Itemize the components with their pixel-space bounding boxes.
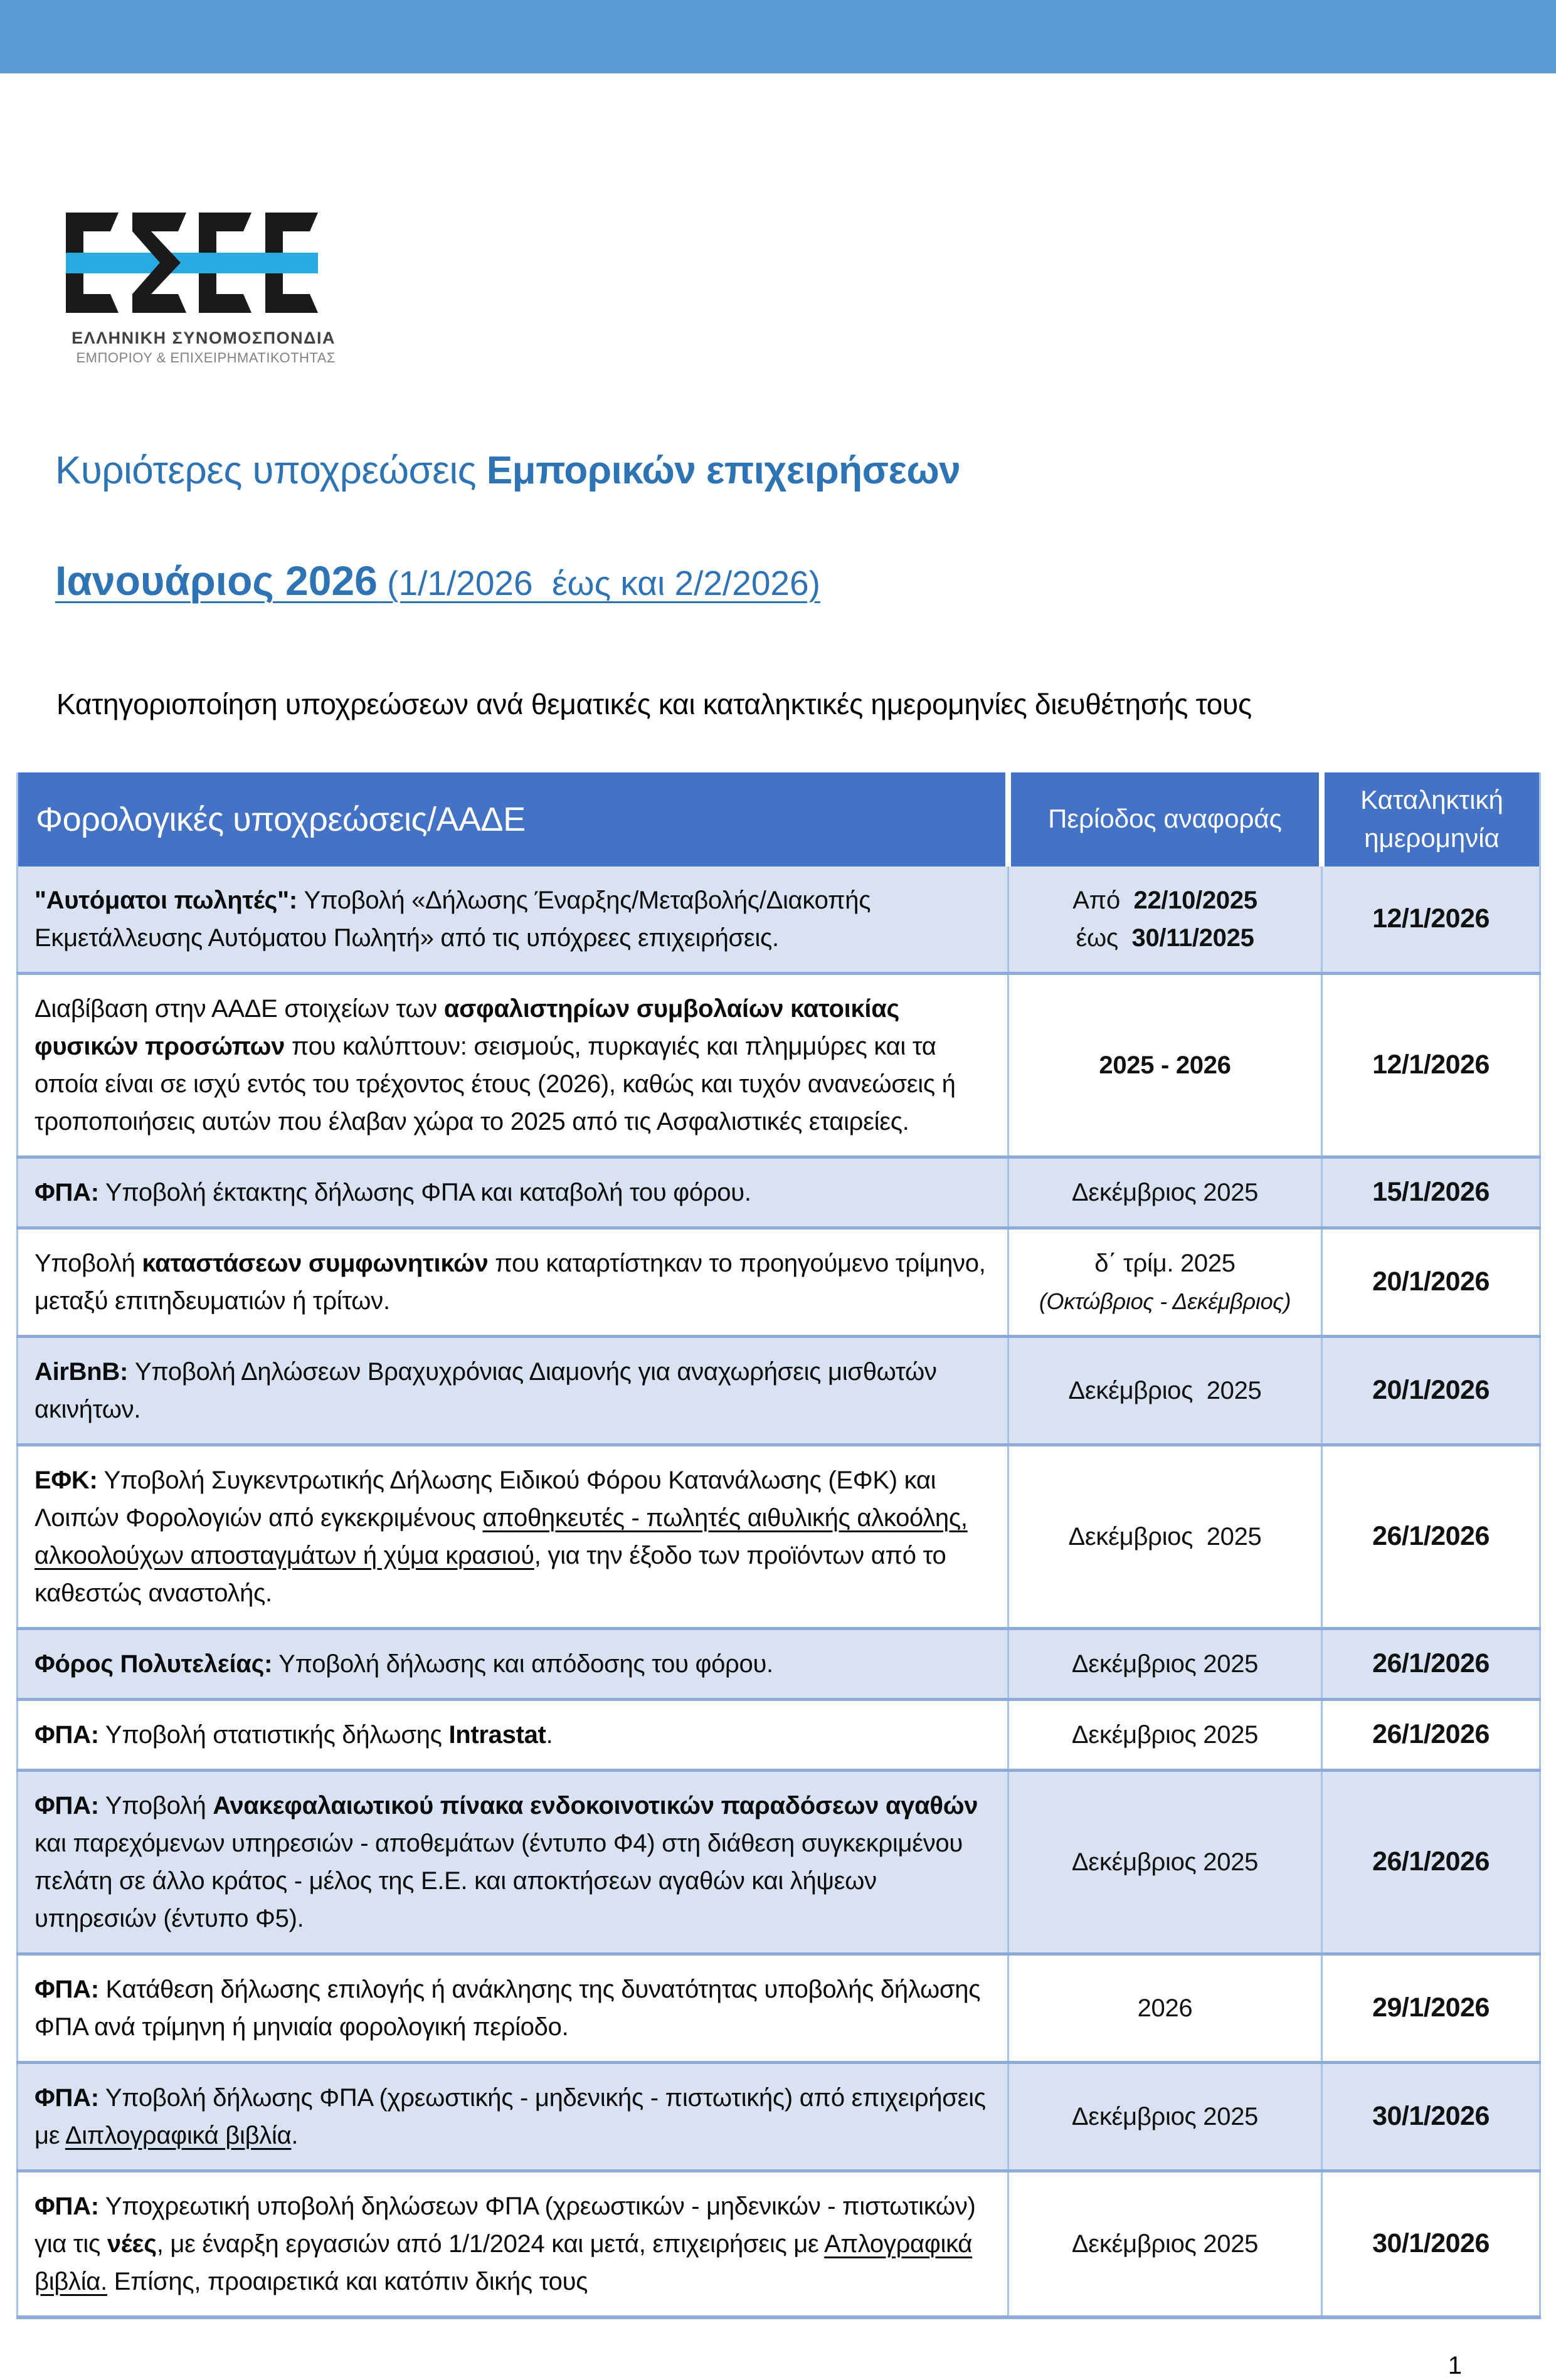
text-segment: , με έναρξη εργασιών από 1/1/2024 και μετά, επιχειρήσεις με [156,2230,825,2258]
deadline-date: 15/1/2026 [1322,1157,1540,1228]
reference-period-line [1014,1245,1316,1282]
esee-logo [66,206,336,366]
reference-period-line [1014,1282,1316,1320]
table-row [18,1157,1540,1228]
column-header-obligations: Φορολογικές υποχρεώσεις/ΑΑΔΕ [18,772,1008,866]
reference-period [1008,1628,1322,1699]
obligation-description [18,1954,1008,2062]
title-daterange-text: (1/1/2026 έως και 2/2/2026) [377,564,820,603]
text-segment: ΦΠΑ: [34,2192,99,2220]
text-segment: Δεκέμβριος 2025 [1071,2102,1259,2130]
text-segment: Υποβολή Δηλώσεων Βραχυχρόνιας Διαμονής για αναχωρήσεις μισθωτών ακινήτων. [34,1357,937,1423]
table-row [18,1628,1540,1699]
esee-logo-icon [66,206,329,322]
text-segment: Δεκέμβριος 2025 [1071,1178,1259,1206]
reference-period [1008,1445,1322,1628]
text-segment: Υποβολή στατιστικής δήλωσης [98,1720,449,1749]
title-regular-text: Κυριότερες υποχρεώσεις [55,449,487,492]
reference-period [1008,866,1322,974]
deadline-date: 12/1/2026 [1322,866,1540,974]
table-row [18,1445,1540,1628]
text-segment: αποθηκευτές - πωλητές αιθυλικής αλκοόλης, αλκοολούχων αποσταγμάτων ή χύμα κρασιού [34,1503,968,1569]
reference-period [1008,973,1322,1157]
text-segment: έως [1076,924,1132,952]
text-segment: Κατάθεση δήλωσης επιλογής ή ανάκλησης της δυνατότητας υποβολής δήλωσης ΦΠΑ ανά τρίμηνη ή μηνιαία φορολογική περίοδο. [34,1975,981,2041]
obligation-description [18,973,1008,1157]
deadline-date: 29/1/2026 [1322,1954,1540,2062]
text-segment: Διαβίβαση στην ΑΑΔΕ στοιχείων των [34,994,444,1023]
text-segment: Απλογραφικά βιβλία. [34,2230,973,2295]
deadline-date: 26/1/2026 [1322,1628,1540,1699]
text-segment: 2026 [1137,1994,1193,2022]
reference-period [1008,1770,1322,1954]
table-row [18,1770,1540,1954]
table-row [18,2062,1540,2171]
text-segment: 22/10/2025 [1133,886,1257,914]
text-segment: ασφαλιστηρίων συμβολαίων κατοικίας φυσικών προσώπων [34,994,900,1060]
deadline-date: 12/1/2026 [1322,973,1540,1157]
text-segment: Υποβολή «Δήλωσης Έναρξης/Μεταβολής/Διακοπής Εκμετάλλευσης Αυτόματου Πωλητή» από τις υπόχρεες επιχειρήσεις. [34,886,871,952]
text-segment: που καταρτίστηκαν το προηγούμενο τρίμηνο, μεταξύ επιτηδευματιών ή τρίτων. [34,1249,986,1315]
text-segment: Δεκέμβριος 2025 [1071,2230,1259,2258]
text-segment: 30/11/2025 [1131,924,1254,952]
deadline-date: 26/1/2026 [1322,1445,1540,1628]
table-row [18,973,1540,1157]
table-row [18,1336,1540,1445]
intro-text: Κατηγοριοποίηση υποχρεώσεων ανά θεματικές και καταληκτικές ημερομηνίες διευθέτησής τους [56,688,1252,720]
reference-period-line [1014,2225,1316,2263]
top-accent-bar [0,0,1556,73]
text-segment: Δεκέμβριος 2025 [1071,1650,1259,1678]
reference-period-line [1014,1989,1316,2027]
deadline-date: 30/1/2026 [1322,2171,1540,2317]
table-header-row [18,772,1540,866]
text-segment: Υποβολή [98,1791,213,1819]
reference-period [1008,2171,1322,2317]
reference-period [1008,1228,1322,1336]
column-header-deadline: Καταληκτική ημερομηνία [1322,772,1540,866]
reference-period-line [1014,1645,1316,1683]
text-segment: , για την έξοδο των προϊόντων από το καθεστώς αναστολής. [34,1541,946,1607]
reference-period-line [1014,1716,1316,1754]
deadline-date: 20/1/2026 [1322,1228,1540,1336]
text-segment: Υποβολή [34,1249,142,1277]
table-row [18,1228,1540,1336]
page-title [55,426,1556,627]
reference-period-line [1014,2098,1316,2135]
text-segment: Δεκέμβριος 2025 [1071,1720,1259,1749]
title-month-text: Ιανουάριος 2026 [55,557,378,604]
reference-period-line [1014,1372,1316,1409]
text-segment: Επίσης, προαιρετικά και κατόπιν δικής τους [107,2267,588,2295]
text-segment: Από [1072,886,1134,914]
text-segment: . [546,1720,553,1749]
text-segment: Υποβολή δήλωσης ΦΠΑ (χρεωστικής - μηδενικής - πιστωτικής) από επιχειρήσεις με [34,2083,986,2149]
page-title-line2 [55,557,1556,604]
deadline-date: 26/1/2026 [1322,1770,1540,1954]
table-row [18,866,1540,974]
text-segment: Υποχρεωτική υποβολή δηλώσεων ΦΠΑ (χρεωστικών - μηδενικών - πιστωτικών) για τις [34,2192,976,2258]
text-segment: ΦΠΑ: [34,1975,99,2003]
obligation-description [18,2171,1008,2317]
text-segment: καταστάσεων συμφωνητικών [142,1249,489,1277]
obligation-description [18,1628,1008,1699]
reference-period [1008,2062,1322,2171]
text-segment: ΦΠΑ: [34,1720,99,1749]
obligation-description [18,2062,1008,2171]
text-segment: Υποβολή Συγκεντρωτικής Δήλωσης Ειδικού Φόρου Κατανάλωσης (ΕΦΚ) και Λοιπών Φορολογιών από εγκεκριμένους [34,1466,936,1532]
text-segment: 2025 - 2026 [1099,1051,1231,1079]
text-segment: Intrastat [448,1720,546,1749]
text-segment: AirBnB: [34,1357,128,1386]
table-row [18,1954,1540,2062]
reference-period [1008,1157,1322,1228]
deadline-date: 20/1/2026 [1322,1336,1540,1445]
text-segment: "Αυτόματοι πωλητές": [34,886,304,914]
table-row [18,2171,1540,2317]
text-segment: Ανακεφαλαιωτικού πίνακα ενδοκοινοτικών παραδόσεων αγαθών [213,1791,978,1819]
obligation-description [18,1699,1008,1770]
table-row [18,1699,1540,1770]
reference-period [1008,1954,1322,2062]
deadline-date: 30/1/2026 [1322,2062,1540,2171]
reference-period [1008,1699,1322,1770]
reference-period-line [1014,1518,1316,1556]
reference-period-line [1014,882,1316,919]
text-segment: Δεκέμβριος 2025 [1068,1376,1262,1404]
text-segment: Διπλογραφικά βιβλία [65,2121,292,2149]
obligation-description [18,1336,1008,1445]
text-segment: (Οκτώβριος - Δεκέμβριος) [1039,1288,1291,1314]
title-bold-text: Εμπορικών επιχειρήσεων [486,449,961,492]
text-segment: Υποβολή δήλωσης και απόδοσης του φόρου. [272,1650,773,1678]
page-number: 1 [1448,2351,1462,2379]
obligation-description [18,1157,1008,1228]
reference-period-line [1014,919,1316,957]
obligation-description [18,1770,1008,1954]
obligation-description [18,1228,1008,1336]
text-segment: ΦΠΑ: [34,2083,99,2112]
reference-period-line [1014,1843,1316,1881]
text-segment: Υποβολή έκτακτης δήλωσης ΦΠΑ και καταβολή του φόρου. [98,1178,751,1206]
text-segment: Φόρος Πολυτελείας: [34,1650,273,1678]
obligations-table [16,772,1541,2319]
text-segment: και παρεχόμενων υπηρεσιών - αποθεμάτων (έντυπο Φ4) στη διάθεση συγκεκριμένου πελάτη σε άλλο κράτος - μέλος της Ε.Ε. και αποκτήσεων αγαθών και λήψεων υπηρεσιών (έντυπο Φ5). [34,1829,963,1932]
text-segment: Δεκέμβριος 2025 [1071,1848,1259,1876]
deadline-date: 26/1/2026 [1322,1699,1540,1770]
text-segment: ΕΦΚ: [34,1466,98,1494]
column-header-reference-period: Περίοδος αναφοράς [1008,772,1322,866]
text-segment: . [291,2121,299,2149]
reference-period-line [1014,1046,1316,1084]
obligation-description [18,866,1008,974]
obligation-description [18,1445,1008,1628]
text-segment: που καλύπτουν: σεισμούς, πυρκαγιές και πλημμύρες και τα οποία είναι σε ισχύ εντός του τρέχοντος έτους (2026), καθώς και τυχόν ανανεώσεις ή τροποποιήσεις αυτών που έλαβαν χώρα το 2025 από τις Ασφαλιστικές εταιρείες. [34,1032,956,1135]
logo-org-name-line2: ΕΜΠΟΡΙΟΥ & ΕΠΙΧΕΙΡΗΜΑΤΙΚΟΤΗΤΑΣ [76,350,336,366]
page-title-line1 [55,448,1556,493]
text-segment: ΦΠΑ: [34,1791,99,1819]
reference-period-line [1014,1174,1316,1211]
text-segment: νέες [107,2230,157,2258]
logo-stripe [66,253,318,273]
reference-period [1008,1336,1322,1445]
obligations-table-body [18,866,1540,2317]
text-segment: ΦΠΑ: [34,1178,99,1206]
logo-org-name-line1: ΕΛΛΗΝΙΚΗ ΣΥΝΟΜΟΣΠΟΝΔΙΑ [71,329,336,347]
text-segment: Δεκέμβριος 2025 [1068,1522,1262,1551]
text-segment: δ΄ τρίμ. 2025 [1094,1249,1236,1277]
